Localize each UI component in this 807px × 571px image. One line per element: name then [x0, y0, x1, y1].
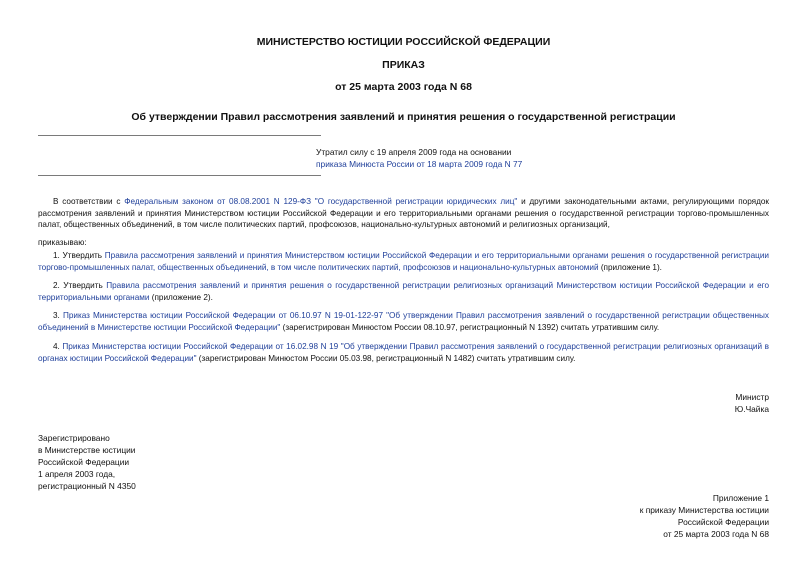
- signature-name: Ю.Чайка: [734, 404, 769, 414]
- registration-line-2: в Министерстве юстиции: [38, 445, 136, 455]
- item-1-prefix: 1. Утвердить: [53, 251, 105, 260]
- item-2-rules-link[interactable]: Правила рассмотрения заявлений и принятия решения о государственной регистрации религиозных организаций Министерством юстиции Российской Федерации и его территориальными органами: [38, 281, 769, 302]
- order-item-1: [38, 250, 769, 273]
- item-4-prefix: 4.: [53, 342, 63, 351]
- preamble-rest: и другими законодательными актами, регулирующими порядок рассмотрения заявлений и принятия Министерством юстиции Российской Федерации и его территориальными органами решения о государственной регистрации торгово-промышленных палат, общественных объединений, в том числе политических партий, профсоюзов, национально-культурных автономий и религиозных организаций,: [38, 197, 770, 230]
- item-4-suffix: (зарегистрирован Минюстом России 05.03.98, регистрационный N 1482) считать утратившим силу.: [196, 353, 576, 363]
- registration-line-3: Российской Федерации: [38, 457, 130, 467]
- federal-law-link[interactable]: Федеральным законом от 08.08.2001 N 129-ФЗ "О государственной регистрации юридических лиц": [124, 197, 518, 206]
- item-2-prefix: 2. Утвердить: [53, 281, 107, 290]
- item-3-suffix: (зарегистрирован Минюстом России 08.10.97, регистрационный N 1392) считать утратившим силу.: [280, 322, 660, 332]
- appendix-line-1: Приложение 1: [712, 493, 769, 503]
- item-2-suffix: (приложение 2).: [149, 292, 213, 302]
- separator-top: [38, 135, 321, 136]
- doc-type-heading: ПРИКАЗ: [382, 59, 425, 71]
- item-3-order-link[interactable]: Приказ Министерства юстиции Российской Федерации от 06.10.97 N 19-01-122-97 "Об утверждении Правил рассмотрения заявлений о государственной регистрации общественных объединений в Министерстве юстиции Российской Федерации": [38, 311, 769, 332]
- item-4-order-link[interactable]: Приказ Министерства юстиции Российской Федерации от 16.02.98 N 19 "Об утверждении Правил рассмотрения заявлений о государственной регистрации религиозных организаций в органах юстиции Российской Федерации": [38, 342, 770, 363]
- registration-line-1: Зарегистрировано: [38, 433, 110, 443]
- registration-line-5: регистрационный N 4350: [38, 481, 136, 491]
- order-word: приказываю:: [38, 238, 87, 247]
- doc-title: Об утверждении Правил рассмотрения заявлений и принятия решения о государственной регистрации: [131, 111, 676, 123]
- preamble-paragraph: [38, 196, 769, 231]
- separator-bottom: [38, 175, 321, 176]
- preamble-prefix: В соответствии с: [53, 197, 125, 206]
- item-3-prefix: 3.: [53, 311, 63, 320]
- registration-line-4: 1 апреля 2003 года,: [38, 469, 116, 479]
- order-item-2: [38, 280, 769, 303]
- order-item-4: [38, 341, 769, 364]
- item-1-suffix: (приложение 1).: [598, 262, 662, 272]
- item-1-rules-link[interactable]: Правила рассмотрения заявлений и принятия Министерством юстиции Российской Федерации и его территориальными органами решения о государственной регистрации торгово-промышленных палат, общественных объединений, в том числе политических партий, профсоюзов и национально-культурных автономий: [38, 251, 769, 272]
- signature-position: Министр: [735, 392, 769, 402]
- appendix-line-4: от 25 марта 2003 года N 68: [663, 529, 769, 539]
- appendix-line-3: Российской Федерации: [677, 517, 769, 527]
- validity-note-text: Утратил силу с 19 апреля 2009 года на основании: [316, 147, 512, 157]
- validity-note-link[interactable]: приказа Минюста России от 18 марта 2009 года N 77: [316, 159, 523, 169]
- ministry-heading: МИНИСТЕРСТВО ЮСТИЦИИ РОССИЙСКОЙ ФЕДЕРАЦИИ: [256, 36, 551, 48]
- appendix-line-2: к приказу Министерства юстиции: [639, 505, 769, 515]
- doc-date-number: от 25 марта 2003 года N 68: [335, 81, 472, 93]
- order-item-3: [38, 310, 769, 333]
